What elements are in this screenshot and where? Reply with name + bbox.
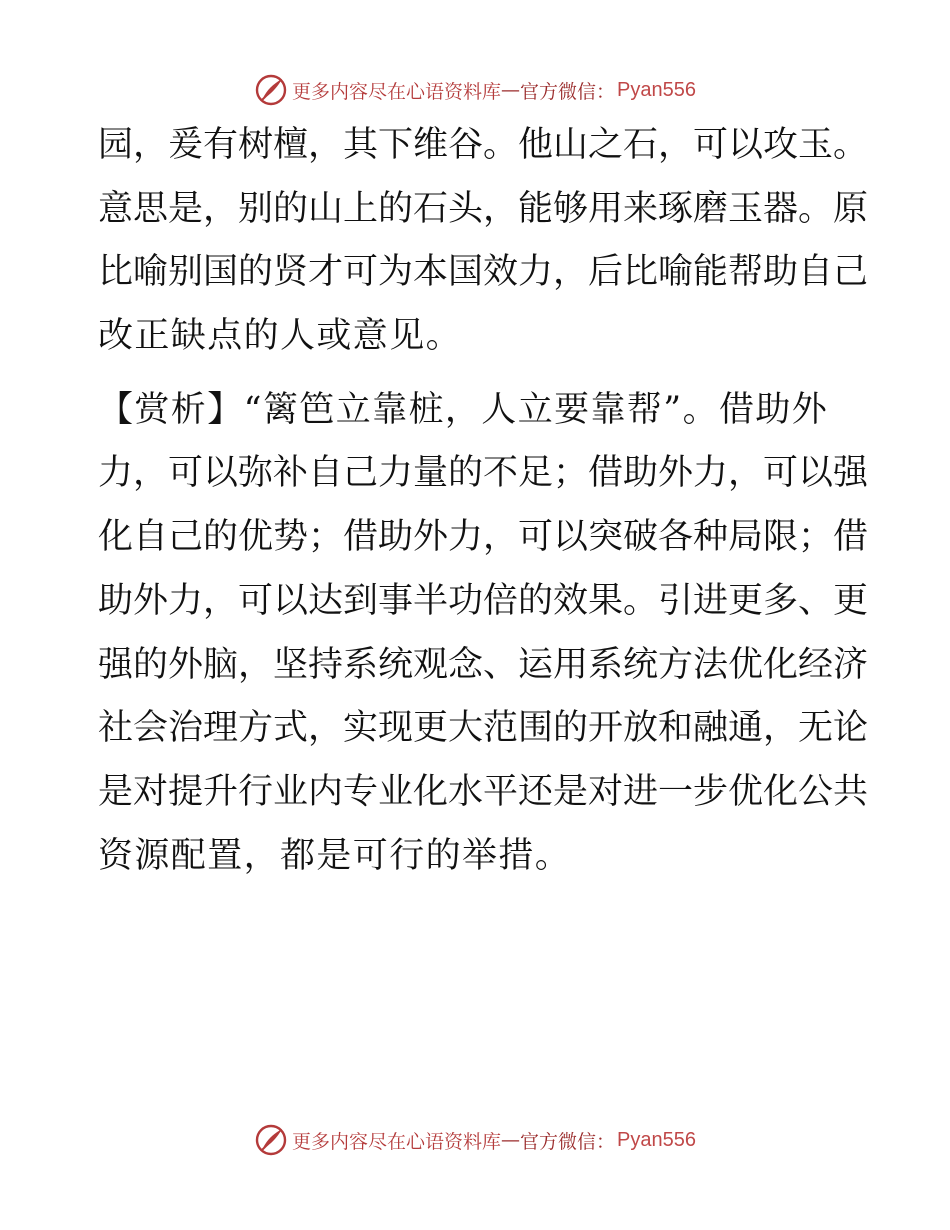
watermark-wechat-id: Pyan556 [617, 78, 696, 101]
text-line: 【赏析】“篱笆立靠桩，人立要靠帮”。借助外 [98, 389, 829, 430]
text-line: 比喻别国的贤才可为本国效力，后比喻能帮助自己 [98, 252, 869, 293]
paragraph-quote-explanation [98, 114, 869, 369]
text-line: 园，爰有树檀，其下维谷。他山之石，可以攻玉。 [98, 125, 869, 165]
watermark [254, 73, 696, 107]
watermark-wechat-label: 官方微信： [520, 1130, 616, 1153]
document-body [98, 114, 869, 888]
text-line: 资源配置，都是可行的举措。 [98, 835, 572, 876]
paragraph-appreciation [98, 379, 869, 889]
text-line: 意思是，别的山上的石头，能够用来琢磨玉器。原 [98, 188, 869, 229]
text-line: 力，可以弥补自己力量的不足；借助外力，可以强 [98, 453, 869, 494]
quill-pen-logo-icon [254, 73, 288, 107]
text-line: 是对提升行业内专业化水平还是对进一步优化公共 [98, 771, 869, 812]
watermark-wechat-label: 官方微信： [520, 80, 616, 103]
watermark-dash: — [501, 1129, 521, 1151]
page-header-watermark [0, 72, 950, 108]
text-line: 强的外脑，坚持系统观念、运用系统方法优化经济 [98, 644, 869, 685]
watermark-wechat-id: Pyan556 [617, 1128, 696, 1151]
watermark-dash: — [501, 79, 521, 101]
watermark-text: 更多内容尽在心语资料库 [292, 1130, 502, 1153]
text-line: 社会治理方式，实现更大范围的开放和融通，无论 [98, 708, 869, 749]
page-footer-watermark [0, 1122, 950, 1158]
watermark [254, 1123, 696, 1157]
watermark-text: 更多内容尽在心语资料库 [292, 80, 502, 103]
text-line: 改正缺点的人或意见。 [98, 316, 463, 357]
quill-pen-logo-icon [254, 1123, 288, 1157]
text-line: 助外力，可以达到事半功倍的效果。引进更多、更 [98, 580, 869, 621]
text-line: 化自己的优势；借助外力，可以突破各种局限；借 [98, 517, 869, 558]
